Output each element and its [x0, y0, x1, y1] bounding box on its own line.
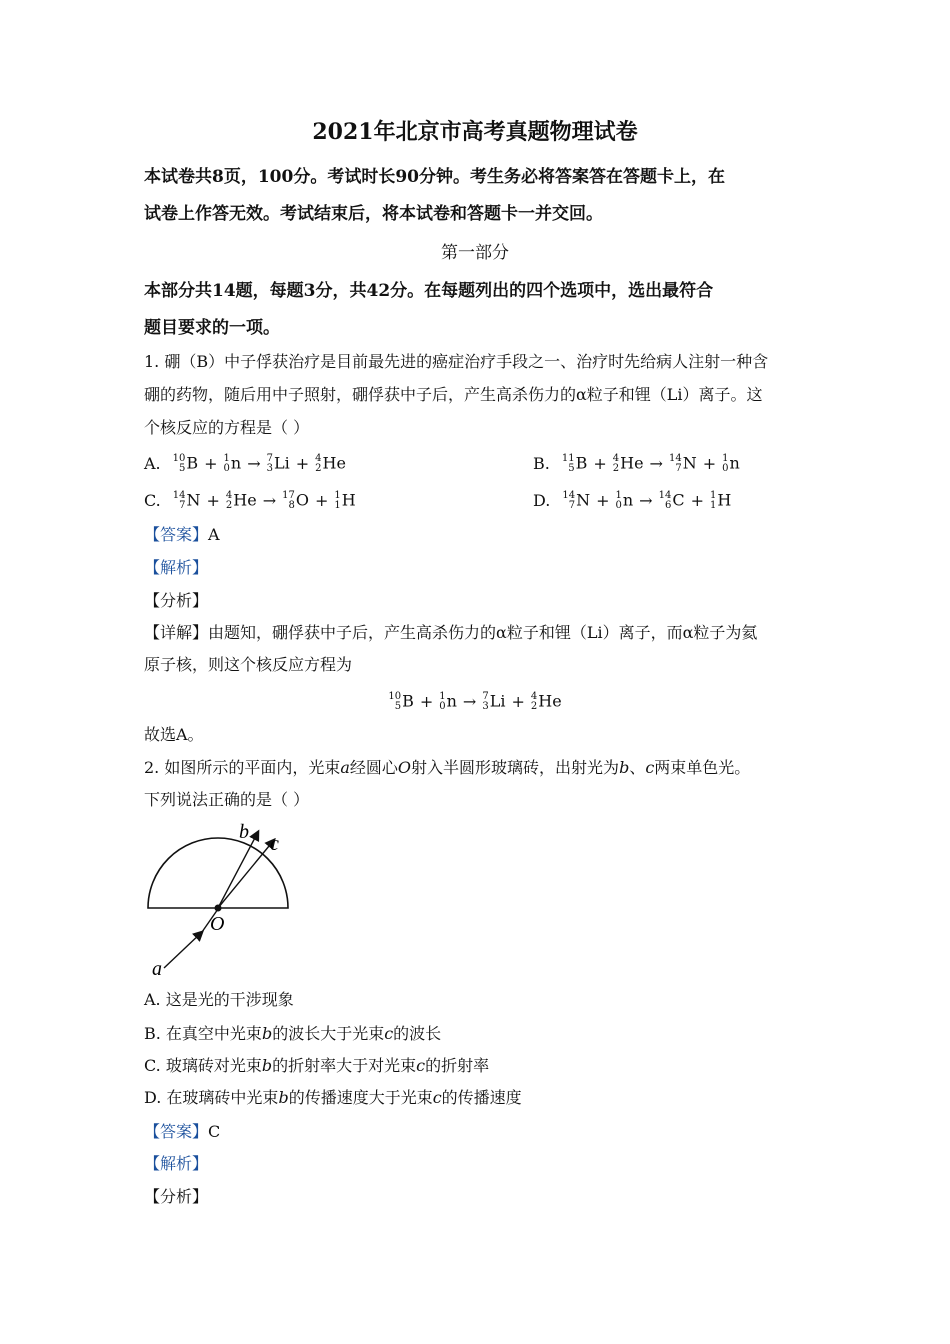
refracted-ray-c: [218, 840, 274, 908]
page-title: 2021年北京市高考真题物理试卷: [312, 119, 638, 145]
q1-line-3: 个核反应的方程是（ ）: [144, 418, 310, 437]
q2-line-2: 下列说法正确的是（ ）: [144, 790, 310, 809]
q1-jiexi: 【解析】: [144, 558, 209, 577]
plus-sign: +: [206, 490, 220, 510]
answer-value: C: [208, 1122, 221, 1141]
q1-fenxi: 【分析】: [144, 591, 209, 610]
nuclide-n: 1 0 n: [722, 452, 740, 474]
answer-label: 【答案】: [144, 525, 209, 544]
label-o: O: [210, 913, 225, 935]
option-label: C.: [144, 490, 161, 510]
plus-sign: +: [419, 691, 434, 711]
q2-line-1: 2. 如图所示的平面内，光束a经圆心O射入半圆形玻璃砖，出射光为b、c两束单色光。: [144, 758, 751, 777]
nuclide-n: 14 7 N: [172, 489, 201, 511]
nuclide-b: 10 5 B: [388, 690, 414, 712]
nuclide-b: 10 5 B: [172, 452, 199, 474]
label-b: b: [239, 821, 249, 843]
nuclide-he: 4 2 He: [315, 452, 346, 474]
option-label: D.: [533, 490, 551, 510]
label-a: a: [152, 958, 162, 980]
intro-line-2: 试卷上作答无效。考试结束后，将本试卷和答题卡一并交回。: [144, 204, 603, 224]
nuclide-n: 1 0 n: [223, 452, 242, 474]
arrow-icon: →: [247, 453, 261, 473]
option-label: B.: [533, 453, 550, 473]
answer-label: 【答案】: [144, 1122, 209, 1141]
detail-label: 【详解】: [144, 623, 209, 642]
q1-equation: [0, 690, 950, 713]
nuclide-li: 7 3 Li: [266, 452, 290, 474]
q1-option-a: [144, 452, 348, 475]
part-heading: 第一部分: [441, 243, 509, 263]
q1-conclusion: 故选A。: [144, 725, 204, 744]
q2-jiexi: 【解析】: [144, 1154, 209, 1173]
q2-answer: [144, 1121, 220, 1143]
q1-option-b: [533, 452, 742, 475]
nuclide-b: 11 5 B: [561, 452, 588, 474]
nuclide-n: 1 0 n: [615, 489, 634, 511]
nuclide-he: 4 2 He: [530, 690, 562, 712]
q1-option-c: [144, 489, 358, 512]
center-point-o: [215, 905, 222, 912]
nuclide-n: 14 7 N: [562, 489, 591, 511]
nuclide-c: 14 6 C: [658, 489, 685, 511]
q1-line-1: 1. 硼（B）中子俘获治疗是目前最先进的癌症治疗手段之一、治疗时先给病人注射一种含: [144, 352, 769, 371]
nuclide-n: 14 7 N: [668, 452, 697, 474]
label-c: c: [270, 833, 279, 855]
plus-sign: +: [702, 453, 717, 473]
nuclide-li: 7 3 Li: [482, 690, 506, 712]
option-label: A.: [144, 453, 161, 473]
arrow-icon: →: [262, 490, 277, 510]
q2-option-b: B. 在真空中光束b的波长大于光束c的波长: [144, 1024, 442, 1043]
semicircle-glass-figure: [140, 820, 300, 980]
q1-line-2: 硼的药物，随后用中子照射，硼俘获中子后，产生高杀伤力的α粒子和锂（Li）离子。这: [144, 385, 763, 404]
plus-sign: +: [593, 453, 607, 473]
plus-sign: +: [204, 453, 218, 473]
nuclide-he: 4 2 He: [225, 489, 257, 511]
plus-sign: +: [690, 490, 704, 510]
nuclide-n: 1 0 n: [439, 690, 457, 712]
q1-option-d: [533, 489, 733, 512]
part-desc-1: 本部分共14题，每题3分，共42分。在每题列出的四个选项中，选出最符合: [144, 281, 714, 301]
arrow-icon: →: [462, 691, 477, 711]
detail-text: 由题知，硼俘获中子后，产生高杀伤力的α粒子和锂（Li）离子，而α粒子为氦: [208, 623, 758, 642]
plus-sign: +: [596, 490, 610, 510]
q2-option-c: C. 玻璃砖对光束b的折射率大于对光束c的折射率: [144, 1056, 490, 1075]
q1-answer: [144, 524, 220, 546]
nuclide-h: 1 1 H: [334, 489, 356, 511]
plus-sign: +: [295, 453, 310, 473]
intro-line-1: 本试卷共8页，100分。考试时长90分钟。考生务必将答案答在答题卡上，在: [144, 167, 725, 187]
arrow-icon: →: [649, 453, 663, 473]
q1-detail-1: [144, 622, 757, 644]
arrow-icon: →: [639, 490, 653, 510]
q2-fenxi: 【分析】: [144, 1187, 209, 1206]
q1-detail-2: 原子核，则这个核反应方程为: [144, 655, 353, 674]
answer-value: A: [208, 525, 220, 544]
nuclide-h: 1 1 H: [709, 489, 732, 511]
q2-option-d: D. 在玻璃砖中光束b的传播速度大于光束c的传播速度: [144, 1088, 522, 1107]
part-desc-2: 题目要求的一项。: [144, 318, 280, 338]
nuclide-o: 17 8 O: [282, 489, 309, 511]
plus-sign: +: [314, 490, 329, 510]
nuclide-he: 4 2 He: [612, 452, 644, 474]
plus-sign: +: [511, 691, 525, 711]
q2-option-a: A. 这是光的干涉现象: [144, 990, 294, 1009]
refracted-ray-b: [218, 832, 258, 908]
incident-ray-a: [164, 932, 202, 968]
